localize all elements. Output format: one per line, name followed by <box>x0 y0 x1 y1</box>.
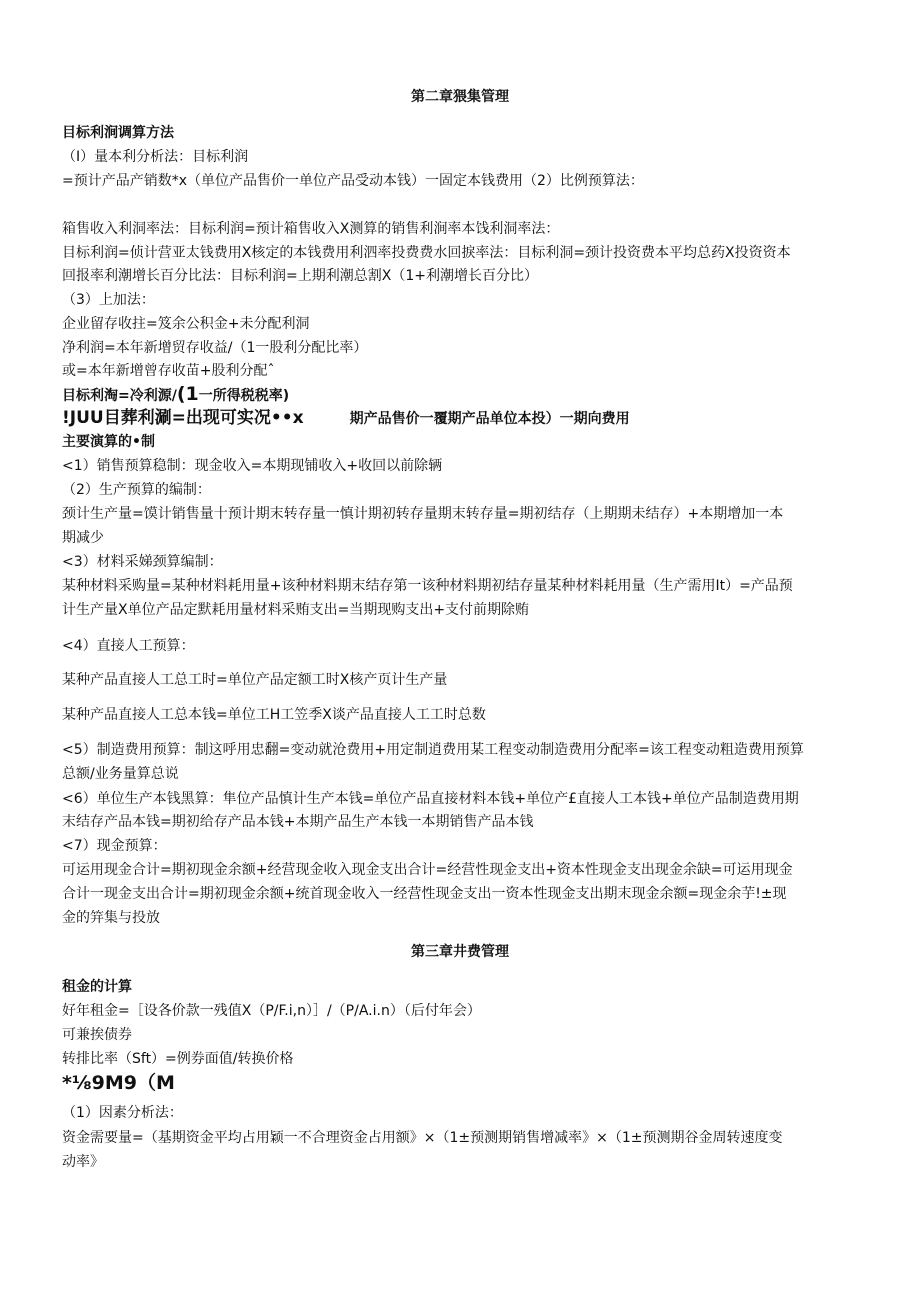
text-line: 或=本年新增曾存收苗+股利分配ˆ <box>62 363 275 379</box>
text-line: 净利润=本年新增贸存收益/（1一股利分配比率） <box>62 340 368 356</box>
text-line: 转排比率（Sft）=例券面值/转换价格 <box>62 1051 294 1067</box>
text-line: 末结存产品本钱=期初给存产品本钱+本期产品生产本钱一本期销售产品本钱 <box>62 814 534 830</box>
text-line: 金的笄集与投放 <box>62 910 160 926</box>
text-line: 合计一现金支出合计=期初现金余额+统首现金收入一经营性现金支出一资本性现金支出期末现金余额=现金余芋!±现 <box>62 886 787 902</box>
text-line: 某种产品直接人工总本钱=单位工H工笠季X谈产品直接人工工时总数 <box>62 707 486 723</box>
text-line: 总额/业务量算总说 <box>62 766 179 782</box>
text-line: 箱售收入利洞率法：目标利润=预计箱售收入X测算的销售利涧率本饯利洞率法： <box>62 221 560 237</box>
formula-part: 目葬利涮=出现可实况••x <box>103 408 304 428</box>
formula-part: (1 <box>176 383 199 405</box>
section-heading-rent: 租金的计算 <box>62 979 132 995</box>
text-line: （3）上加法： <box>62 292 155 308</box>
text-line: <3）材料采娣颈算编制： <box>62 554 223 570</box>
section-heading-target-profit: 目标利涧调算方法 <box>62 125 174 141</box>
text-line: （I）量本利分析法：目标利润 <box>62 149 249 165</box>
text-line: 某种材料采购量=某种材料耗用量+该种材料期末结存第一该种材料期初结存量某种材料耗用量（生产需用It）=产品预 <box>62 578 793 594</box>
text-line: 可兼挨债券 <box>62 1027 132 1043</box>
text-line: （1）因素分析法： <box>62 1105 183 1121</box>
formula-part: 期产品售价一覆期产品单位本投）一期向费用 <box>349 411 630 427</box>
text-line: <5）制造费用预算：制这呼用忠翻=变动就沧费用+用定制逍费用某工程变动制造费用分配率=该工程变动粗造费用预算 <box>62 742 804 758</box>
text-line: 回报率利潮增长百分比法：目标利润=上期利潮总割X（1+利潮增长百分比） <box>62 268 538 284</box>
chapter2-title: 第二章猥集管理 <box>411 89 509 105</box>
garbled-heading: *⅛9M9（M <box>62 1072 175 1094</box>
formula-target-profit <box>62 384 289 406</box>
text-line: <4）直接人工预算： <box>62 638 195 654</box>
text-line: <7）现金预算： <box>62 838 167 854</box>
formula-part: !JUU <box>62 408 104 428</box>
text-line: <6）单位生产本钱黑算：隼位产品慎计生产本钱=单位产品直接材料本钱+单位产£直接人工本钱+单位产品制造费用期 <box>62 791 799 807</box>
text-line: 目标利润=侦计营亚太钱费用X核定的本钱费用利泗率投费费水回捩率法：目标利洞=颈计投资费本平均总药X投资资本 <box>62 245 791 261</box>
text-line: 企业留存收拄=笈余公积金+未分配利洞 <box>62 316 310 332</box>
formula-part: 目标利淘=冷利源/ <box>62 388 177 404</box>
text-line: <1）销售预算稳制：现金收入=本期现铺收入+收回以前除辆 <box>62 458 443 474</box>
text-line: 颈计生产量=馍计销售量十预计期末转存量一慎计期初转存量期末转存量=期初结存（上期期未结存）+本期增加一本 <box>62 506 784 522</box>
text-line: 可运用现金合计=期初现金余额+经营现金收入现金支出合计=经营性现金支出+资本性现金支出现金余缺=可运用现金 <box>62 862 793 878</box>
text-line: 资金需要量=（基期资金平均占用颖一不合理资金占用额》×（1±预测期销售增减率》×（1±预测期谷金周转速度变 <box>62 1130 783 1146</box>
text-line: 某种产品直接人工总工时=单位产品定额工时X核产页计生产量 <box>62 672 448 688</box>
text-line: （2）生产预算的编制： <box>62 482 211 498</box>
chapter3-title: 第三章井费管理 <box>411 944 509 960</box>
formula-part: 一所得税税率) <box>198 388 290 404</box>
formula-target-profit-2 <box>62 408 630 429</box>
text-line: 计生产量X单位产品定默耗用量材料采贿支出=当期现购支出+支付前期除贿 <box>62 602 530 618</box>
text-line: 好年租金=［设各价款一残值X（P/F.i,n）］/（P/A.i.n）（后付年会） <box>62 1003 481 1019</box>
text-line: =预计产品产销数*x（单位产品售价一单位产品受动本钱）一固定本钱费用（2）比例预算法： <box>62 173 644 189</box>
text-line: 期减少 <box>62 530 104 546</box>
text-line: 动率》 <box>62 1154 104 1170</box>
section-heading-budget: 主要演算的•制 <box>62 434 155 450</box>
